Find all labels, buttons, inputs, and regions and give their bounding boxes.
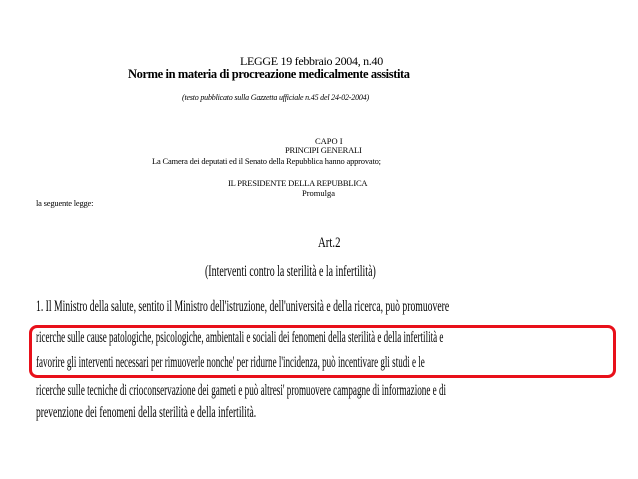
- highlight-box: [29, 325, 616, 378]
- president-heading: IL PRESIDENTE DELLA REPUBBLICA: [228, 178, 368, 188]
- article-line: ricerche sulle cause patologiche, psicologiche, ambientali e sociali dei fenomeni della sterilità e della infertilità e: [36, 329, 444, 346]
- chapter-subtitle: PRINCIPI GENERALI: [285, 145, 362, 155]
- article-line: favorire gli interventi necessari per rimuoverle nonche' per ridurne l'incidenza, può incentivare gli studi e le: [36, 354, 425, 371]
- article-line: prevenzione dei fenomeni della sterilità e della infertilità.: [36, 404, 257, 421]
- publication-note: (testo pubblicato sulla Gazzetta ufficiale n.45 del 24-02-2004): [182, 93, 369, 102]
- law-title: Norme in materia di procreazione medicalmente assistita: [128, 67, 410, 81]
- article-title: (Interventi contro la sterilità e la infertilità): [205, 263, 376, 280]
- promulgation-line: Promulga: [302, 188, 336, 198]
- law-heading: LEGGE 19 febbraio 2004, n.40: [240, 54, 383, 68]
- article-number: Art.2: [318, 235, 341, 251]
- article-line: ricerche sulle tecniche di crioconservazione dei gameti e può altresi' promuovere campagne di informazione e di: [36, 382, 447, 399]
- approval-statement: La Camera dei deputati ed il Senato della Repubblica hanno approvato;: [152, 156, 381, 166]
- article-line: 1. Il Ministro della salute, sentito il Ministro dell'istruzione, dell'università e della ricerca, può promuovere: [36, 298, 450, 315]
- intro-line: la seguente legge:: [36, 198, 94, 208]
- chapter-heading: CAPO I: [315, 136, 343, 146]
